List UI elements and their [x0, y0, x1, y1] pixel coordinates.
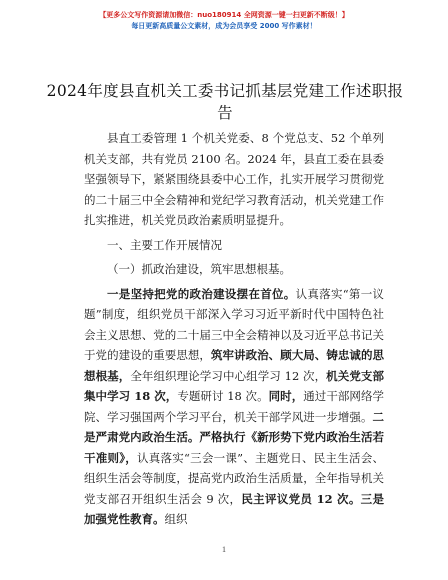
header-banner	[0, 10, 448, 32]
paragraph-text-6: 同时，	[268, 389, 304, 403]
section-heading-1: 一、主要工作开展情况	[107, 237, 222, 252]
intro-sentence-2: 2024 年，县直工委在县委坚强领导下，紧紧围绕县委中心工作，扎实开展学习贯彻党的二十届三中全会精神和党纪学习教育活动，机关党建工作扎实推进，机关党员政治素质明显提升。	[84, 151, 385, 227]
intro-paragraph	[84, 128, 384, 231]
paragraph-text-10: 民主评议党员 12 次。	[241, 491, 361, 506]
intro-sentence-1: 县直工委管理 1 个机关党委、8 个党总支、52 个单列机关支部，共有党员 2100 名。	[84, 131, 384, 166]
point-1-heading: 一是坚持把党的政治建设摆在首位。	[107, 286, 296, 301]
paragraph-text-4: 机关党支部集中学习 18 次，	[84, 368, 384, 403]
paragraph-text-3: 全年组织理论学习中心组学习 12 次，	[130, 368, 327, 383]
paragraph-text-2: 筑牢讲政治、顾大局、铸忠诚的思想根基，	[84, 348, 385, 383]
paragraph-text-5: 专题研讨 18 次。	[177, 389, 269, 403]
document-body	[84, 128, 384, 530]
paragraph-text-11: 组织	[164, 512, 188, 526]
paragraph-text-1: 认真落实“第一议题”制度，组织党员干部深入学习习近平新时代中国特色社会主义思想、党的二十届三中全会精神以及习近平总书记关于党的建设的重要思想，	[84, 286, 384, 362]
section-heading-2: （一）抓政治建设，筑牢思想根基。	[107, 262, 291, 276]
page-number: 1	[222, 545, 226, 554]
paragraph-text-7: 通过干部网络学院、学习强国两个学习平台，机关干部学风进一步增强。	[84, 389, 384, 424]
banner-line-2: 每日更新高质量公文素材，成为会员享受 2000 写作素材！	[131, 22, 317, 30]
paragraph-text-9: 认真落实“三会一课”、主题党日、民主生活会、组织生活会等制度，提高党内政治生活质量，全年指导机关党支部召开组织生活会 9 次，	[84, 450, 384, 506]
political-building-paragraph	[84, 284, 384, 530]
point-3-heading: 三是加强党性教育。	[84, 491, 385, 526]
document-title: 2024年度县直机关工委书记抓基层党建工作述职报告	[46, 82, 404, 122]
paragraph-text-8: 严格执行《新形势下党内政治生活若干准则》，	[84, 430, 385, 465]
point-2-heading: 二是严肃党内政治生活。	[84, 409, 384, 444]
banner-line-1: 【更多公文写作资源请加微信：nuo180914 全网资源一键一扫更新不断级！】	[99, 11, 349, 19]
